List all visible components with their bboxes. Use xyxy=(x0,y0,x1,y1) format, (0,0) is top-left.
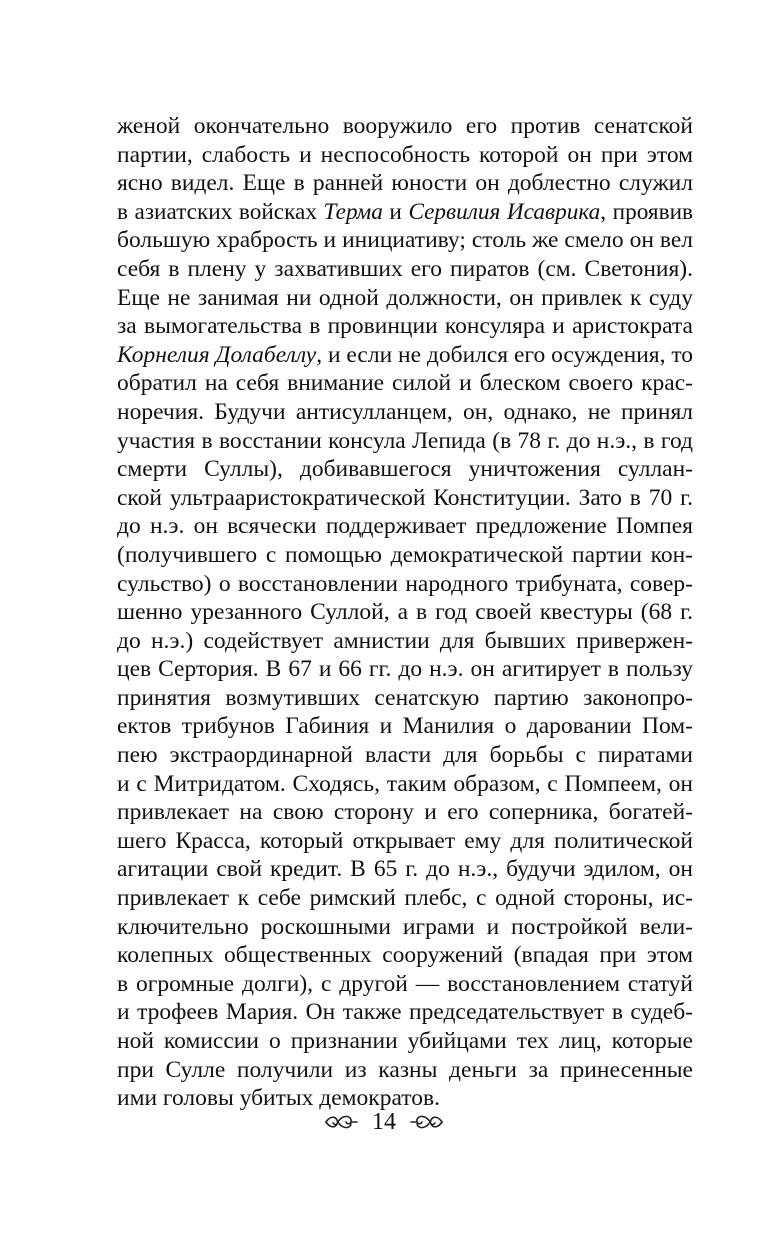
text-line: пею экстраординарной власти для борьбы с пиратами xyxy=(117,742,693,769)
text-run: , проявив xyxy=(600,198,694,225)
text-line: агитации свой кредит. В 65 г. до н.э., будучи эдилом, он xyxy=(117,856,693,883)
body-text xyxy=(117,112,693,1113)
page-footer xyxy=(0,1107,768,1137)
text-line: партии, слабость и неспособность которой он при этом xyxy=(117,141,693,168)
text-line: колепных общественных сооружений (впадая при этом xyxy=(117,942,693,969)
text-line: шенно урезанного Суллой, а в год своей квестуры (68 г. xyxy=(117,599,693,626)
text-line: (получившего с помощью демократической партии кон- xyxy=(117,541,693,568)
text-line: ектов трибунов Габиния и Манилия о даровании Пом- xyxy=(117,713,693,740)
text-line: Еще не занимая ни одной должности, он привлек к суду xyxy=(117,284,693,311)
text-run: в азиатских войсках xyxy=(117,198,324,225)
text-line: привлекает на свою сторону и его соперника, богатей- xyxy=(117,799,693,826)
text-line: и с Митридатом. Сходясь, таким образом, с Помпеем, он xyxy=(117,770,693,797)
text-line-last: ими головы убитых демократов. xyxy=(117,1085,440,1112)
text-line: при Сулле получили из казны деньги за принесенные xyxy=(117,1056,693,1083)
text-line: сульство) о восстановлении народного трибуната, совер- xyxy=(117,570,693,597)
text-line: обратил на себя внимание силой и блеском своего крас- xyxy=(117,370,693,397)
text-line: до н.э. он всячески поддерживает предложение Помпея xyxy=(117,513,693,540)
text-line: ясно видел. Еще в ранней юности он доблестно служил xyxy=(117,170,693,197)
italic-name: Терма xyxy=(323,198,383,225)
text-line: ной комиссии о признании убийцами тех лиц, которые xyxy=(117,1028,693,1054)
flourish-ornament-left-icon xyxy=(324,1111,358,1133)
text-line: женой окончательно вооружило его против сенатской xyxy=(117,113,693,139)
text-line: шего Красса, который открывает ему для политической xyxy=(117,827,693,854)
italic-name: Корнелия Долабеллу xyxy=(117,341,317,368)
text-line: смерти Суллы), добивавшегося уничтожения суллан- xyxy=(117,456,693,483)
text-line: в огромные долги), с другой — восстановлением статуй xyxy=(117,970,693,997)
text-line: привлекает к себе римский плебс, с одной стороны, ис- xyxy=(117,885,693,912)
text-line: ской ультрааристократической Конституции. Зато в 70 г. xyxy=(117,484,693,511)
page-number: 14 xyxy=(372,1109,396,1135)
text-line xyxy=(117,198,693,227)
text-line: себя в плену у захвативших его пиратов (см. Светония). xyxy=(117,255,693,282)
text-line: цев Сертория. В 67 и 66 гг. до н.э. он агитирует в пользу xyxy=(117,656,693,683)
text-line: и трофеев Мария. Он также председательствует в судеб- xyxy=(117,999,693,1026)
text-line: участия в восстании консула Лепида (в 78 г. до н.э., в год xyxy=(117,427,693,454)
text-line: принятия возмутивших сенатскую партию законопро- xyxy=(117,684,693,711)
text-run: и xyxy=(382,198,409,225)
italic-name: Сервилия Исаврика xyxy=(408,198,601,225)
text-line: ключительно роскошными играми и постройкой вели- xyxy=(117,913,693,940)
text-run: , и если не добился его осуждения, то xyxy=(316,341,694,368)
text-line xyxy=(117,341,693,370)
text-line: норечия. Будучи антисулланцем, он, однако, не принял xyxy=(117,398,693,425)
text-line: до н.э.) содействует амнистии для бывших привержен- xyxy=(117,627,693,654)
text-line: большую храбрость и инициативу; столь же смело он вел xyxy=(117,227,693,254)
text-line: за вымогательства в провинции консуляра и аристократа xyxy=(117,313,693,340)
flourish-ornament-right-icon xyxy=(410,1111,444,1133)
